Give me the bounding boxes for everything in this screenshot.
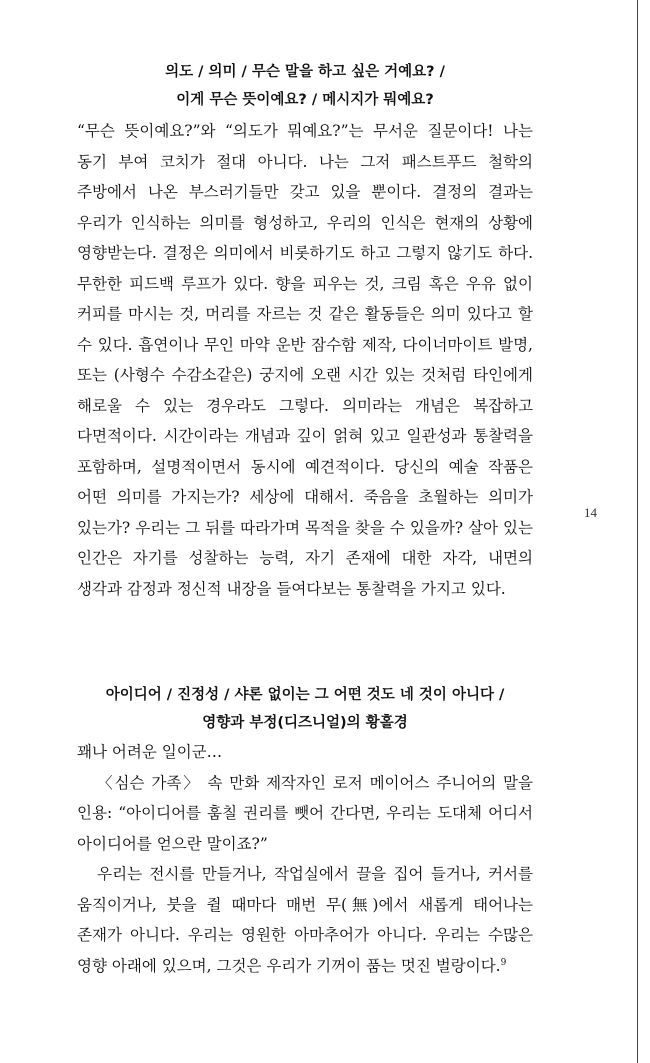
section-heading-line-2: 이게 무슨 뜻이예요? / 메시지가 뭐예요?: [176, 92, 434, 108]
intro-line: 꽤나 어려운 일이군…: [77, 743, 223, 761]
section-heading-line-2: 영향과 부정(디즈니얼)의 황홀경: [202, 715, 408, 731]
body-paragraph-text: 우리는 전시를 만들거나, 작업실에서 끌을 집어 들거나, 커서를 움직이거나, 붓을 쥘 때마다 매번 무(無)에서 새롭게 태어나는 존재가 아니다. 우리는 영원한 아마추어가 아니다. 우리는 수많은 영향 아래에 있으며, 그것은 우리가 기꺼이 품는 멋진 벌랑이다.: [77, 865, 533, 975]
page-edge-divider: [637, 0, 638, 1063]
section-heading-line-1: 의도 / 의미 / 무슨 말을 하고 싶은 거예요? /: [165, 64, 445, 80]
section-heading-line-1: 아이디어 / 진정성 / 샤론 없이는 그 어떤 것도 네 것이 아니다 /: [105, 687, 505, 703]
section-intent-meaning: [77, 58, 533, 604]
body-paragraph-quote: 〈심슨 가족〉 속 만화 제작자인 로저 메이어스 주니어의 말을 인용: “아이디어를 훔칠 권리를 뺏어 간다면, 우리는 도대체 어디서 아이디어를 얻으란 말이죠?”: [77, 773, 533, 853]
body-paragraph: “무슨 뜻이예요?”와 “의도가 뭐예요?”는 무서운 질문이다! 나는 동기 부여 코치가 절대 아니다. 나는 그저 패스트푸드 철학의 주방에서 나온 부스러기들만 갖고 있을 뿐이다. 결정의 결과는 우리가 인식하는 의미를 형성하고, 우리의 인식은 현재의 상황에 영향받는다. 결정은 의미에서 비롯하기도 하고 그렇지 않기도 하다. 무한한 피드백 루프가 있다. 향을 피우는 것, 크림 혹은 우유 없이 커피를 마시는 것, 머리를 자르는 것 같은 활동들은 의미 있다고 할 수 있다. 흡연이나 무인 마약 운반 잠수함 제작, 다이너마이트 발명, 또는 (사형수 수감소같은) 궁지에 오랜 시간 있는 것처럼 타인에게 해로울 수 있는 경우라도 그렇다. 의미라는 개념은 복잡하고 다면적이다. 시간이라는 개념과 깊이 얽혀 있고 일관성과 통찰력을 포함하며, 설명적이면서 동시에 예견적이다. 당신의 예술 작품은 어떤 의미를 가지는가? 세상에 대해서. 죽음을 초월하는 의미가 있는가? 우리는 그 뒤를 따라가며 목적을 찾을 수 있을까? 살아 있는 인간은 자기를 성찰하는 능력, 자기 존재에 대한 자각, 내면의 생각과 감정과 정신적 내장을 들여다보는 통찰력을 가지고 있다.: [77, 122, 533, 598]
section-ideas-authenticity: [77, 681, 533, 981]
page-number: 14: [584, 505, 597, 520]
body-paragraph-influence: [77, 859, 533, 981]
footnote-ref: 9: [500, 957, 507, 968]
